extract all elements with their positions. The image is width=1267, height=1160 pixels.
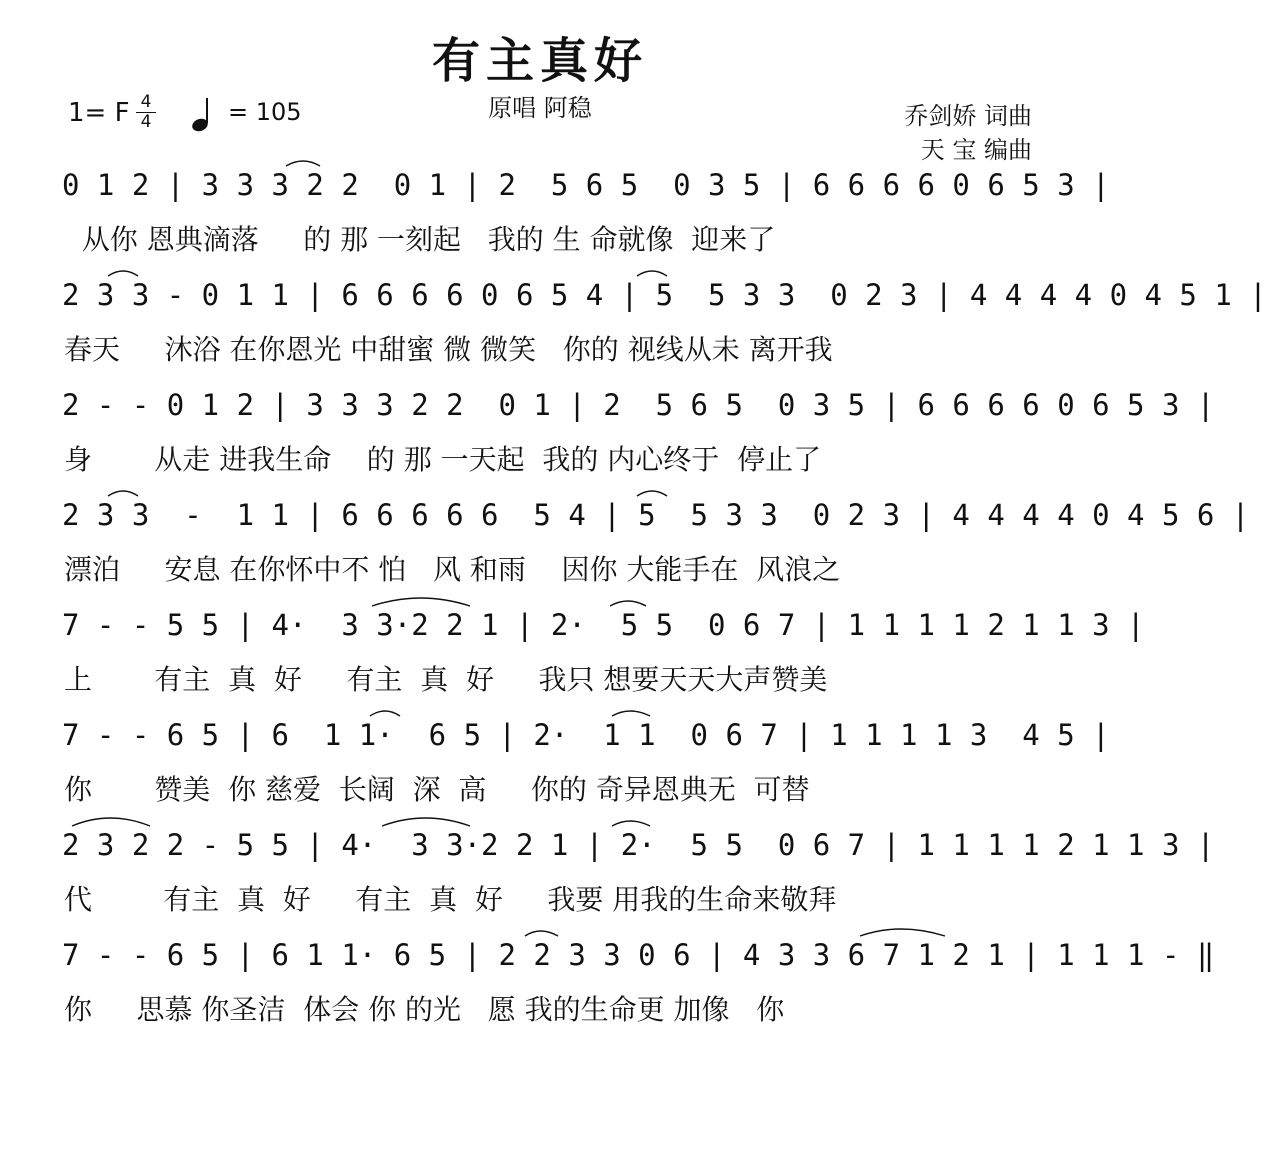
original-singer: 原唱 阿稳 bbox=[488, 94, 592, 122]
notation-line-4: 2 3 3 - 1 1 | 6 6 6 6 6 5 4 | 5 5 3 3 0 2 3 | 4 4 4 4 0 4 5 6 | bbox=[62, 498, 1250, 532]
lyric-line-5: 上 有主 真 好 有主 真 好 我只 想要天天大声赞美 bbox=[64, 663, 828, 696]
key-signature: 1= F bbox=[68, 98, 130, 128]
quarter-note-icon bbox=[190, 94, 218, 134]
lyric-line-4: 漂泊 安息 在你怀中不 怕 风 和雨 因你 大能手在 风浪之 bbox=[64, 553, 841, 586]
lyric-line-7: 代 有主 真 好 有主 真 好 我要 用我的生命来敬拜 bbox=[64, 883, 837, 916]
lyric-line-3: 身 从走 进我生命 的 那 一天起 我的 内心终于 停止了 bbox=[64, 443, 822, 476]
time-signature-top: 4 bbox=[140, 92, 152, 112]
song-title: 有主真好 bbox=[431, 33, 648, 89]
notation-line-5: 7 - - 5 5 | 4· 3 3·2 2 1 | 2· 5 5 0 6 7 | 1 1 1 1 2 1 1 3 | bbox=[62, 608, 1145, 642]
notation-line-3: 2 - - 0 1 2 | 3 3 3 2 2 0 1 | 2 5 6 5 0 3 5 | 6 6 6 6 0 6 5 3 | bbox=[62, 388, 1215, 422]
lyricist-credit: 乔剑娇 词曲 bbox=[904, 102, 1032, 130]
time-signature-bottom: 4 bbox=[140, 112, 152, 132]
lyric-line-6: 你 赞美 你 慈爱 长阔 深 高 你的 奇异恩典无 可替 bbox=[64, 773, 810, 806]
tempo-marking: = 105 bbox=[228, 98, 302, 126]
notation-line-2: 2 3 3 - 0 1 1 | 6 6 6 6 0 6 5 4 | 5 5 3 3 0 2 3 | 4 4 4 4 0 4 5 1 | bbox=[62, 278, 1267, 312]
time-signature bbox=[136, 94, 156, 131]
arranger-credit: 天 宝 编曲 bbox=[920, 136, 1032, 164]
lyric-line-2: 春天 沐浴 在你恩光 中甜蜜 微 微笑 你的 视线从未 离开我 bbox=[64, 333, 833, 366]
notation-line-6: 7 - - 6 5 | 6 1 1· 6 5 | 2· 1 1 0 6 7 | 1 1 1 1 3 4 5 | bbox=[62, 718, 1110, 752]
lyric-line-8: 你 思慕 你圣洁 体会 你 的光 愿 我的生命更 加像 你 bbox=[64, 993, 785, 1026]
notation-line-8: 7 - - 6 5 | 6 1 1· 6 5 | 2 2 3 3 0 6 | 4 3 3 6 7 1 2 1 | 1 1 1 - ‖ bbox=[62, 938, 1215, 972]
notation-line-7: 2 3 2 2 - 5 5 | 4· 3 3·2 2 1 | 2· 5 5 0 6 7 | 1 1 1 1 2 1 1 3 | bbox=[62, 828, 1215, 862]
notation-line-1: 0 1 2 | 3 3 3 2 2 0 1 | 2 5 6 5 0 3 5 | 6 6 6 6 0 6 5 3 | bbox=[62, 168, 1110, 202]
lyric-line-1: 从你 恩典滴落 的 那 一刻起 我的 生 命就像 迎来了 bbox=[64, 223, 776, 256]
